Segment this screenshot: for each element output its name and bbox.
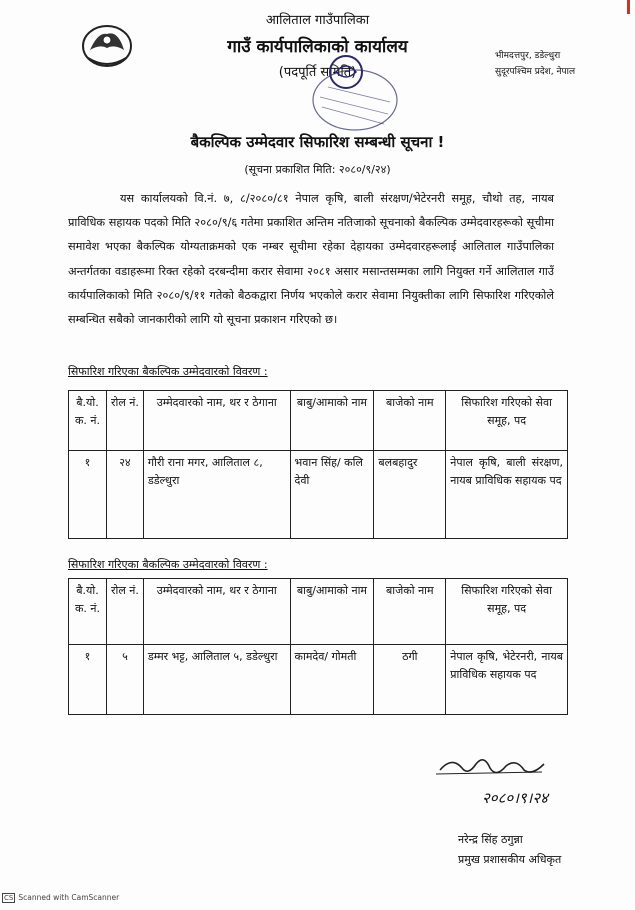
office-address — [495, 48, 605, 80]
office-stamp-icon — [300, 42, 400, 138]
scanner-watermark — [2, 893, 119, 903]
candidate-table-2 — [68, 578, 568, 715]
notice-body-text: यस कार्यालयको वि.नं. ७, ८/२०८०/८१ नेपाल कृषि, बाली संरक्षण/भेटेरनरी समूह, चौथो तह, नायब प्राविधिक सहायक पदको मिति २०८०/९/६ गतेमा प्रकाशित अन्तिम नतिजाको सूचनाको बैकल्पिक उम्मेदवारहरूको सूचीमा समावेश भएका बैकल्पिक योग्यताक्रमको एक नम्बर सूचीमा रहेका देहायका उम्मेदवारहरूलाई आलिताल गाउँपालिका अन्तर्गतका वडाहरूमा रिक्त रहेको दरबन्दीमा करार सेवामा २०८१ असार मसान्तसम्मका लागि नियुक्त गर्ने आलिताल गाउँ कार्यपालिकाको मिति २०८०/९/११ गतेको बैठकद्वारा निर्णय भएकोले करार सेवामा नियुक्तीका लागि सिफारिश गरिएकोले सम्बन्धित सबैको जानकारीको लागि यो सूचना प्रकाशन गरिएको छ। — [68, 192, 554, 327]
header-parent: बाबु/आमाको नाम — [290, 579, 374, 645]
notice-body — [68, 187, 554, 332]
address-line-1: भीमदत्तपुर, डडेल्धुरा — [495, 51, 561, 61]
camscanner-icon: CS — [4, 894, 14, 902]
header-grandfather: बाजेको नाम — [374, 391, 446, 451]
cell-parent: भवान सिंह/ कलि देवी — [290, 451, 374, 539]
header-service: सिफारिश गरिएको सेवा समूह, पद — [446, 579, 568, 645]
cell-serial: १ — [69, 451, 107, 539]
table-header-row — [69, 391, 568, 451]
municipality-name: आलिताल गाउँपालिका — [265, 13, 370, 28]
header-service: सिफारिश गरिएको सेवा समूह, पद — [446, 391, 568, 451]
signatory-designation: प्रमुख प्रशासकीय अधिकृत — [458, 853, 562, 866]
header-parent: बाबु/आमाको नाम — [290, 391, 374, 451]
cell-grandfather: ठगी — [374, 645, 446, 715]
address-line-2: सुदूरपश्चिम प्रदेश, नेपाल — [495, 67, 576, 77]
office-name: गाउँ कार्यपालिकाको कार्यालय — [227, 37, 408, 57]
cell-service: नेपाल कृषि, भेटेरनरी, नायब प्राविधिक सहायक पद — [446, 645, 568, 715]
header-serial: बै.यो. क. नं. — [69, 579, 107, 645]
table-row — [69, 645, 568, 715]
table-row — [69, 451, 568, 539]
signatory-block — [458, 830, 561, 870]
cell-serial: १ — [69, 645, 107, 715]
header-candidate: उम्मेदवारको नाम, थर र ठेगाना — [143, 391, 290, 451]
cell-parent: कामदेव/ गोमती — [290, 645, 374, 715]
cell-roll: २४ — [106, 451, 143, 539]
table-header-row — [69, 579, 568, 645]
signature-date: २०८०।९।२४ — [482, 789, 548, 807]
notice-publish-date: (सूचना प्रकाशित मिति: २०८०/९/२४) — [244, 163, 391, 176]
header-candidate: उम्मेदवारको नाम, थर र ठेगाना — [143, 579, 290, 645]
header-serial: बै.यो. क. नं. — [69, 391, 107, 451]
signatory-name: नरेन्द्र सिंह ठगुन्ना — [458, 833, 523, 846]
cell-roll: ५ — [106, 645, 143, 715]
candidate-table-1 — [68, 390, 568, 539]
header-roll: रोल नं. — [106, 391, 143, 451]
header-grandfather: बाजेको नाम — [374, 579, 446, 645]
cell-candidate: गौरी राना मगर, आलिताल ८, डडेल्धुरा — [143, 451, 290, 539]
cell-grandfather: बलबहादुर — [374, 451, 446, 539]
table2-heading: सिफारिश गरिएका बैकल्पिक उम्मेदवारको विवरण : — [68, 558, 268, 571]
committee-name: (पदपूर्ति समिति) — [278, 65, 357, 80]
cell-service: नेपाल कृषि, बाली संरक्षण, नायब प्राविधिक सहायक पद — [446, 451, 568, 539]
scanner-watermark-text: Scanned with CamScanner — [18, 893, 120, 902]
table1-heading: सिफारिश गरिएका बैकल्पिक उम्मेदवारको विवरण : — [68, 365, 268, 378]
handwritten-signature-icon — [432, 752, 552, 782]
notice-title: बैकल्पिक उम्मेदवार सिफारिश सम्बन्धी सूचना ! — [190, 133, 445, 151]
header-roll: रोल नं. — [106, 579, 143, 645]
cell-candidate: डम्मर भट्ट, आलिताल ५, डडेल्धुरा — [143, 645, 290, 715]
